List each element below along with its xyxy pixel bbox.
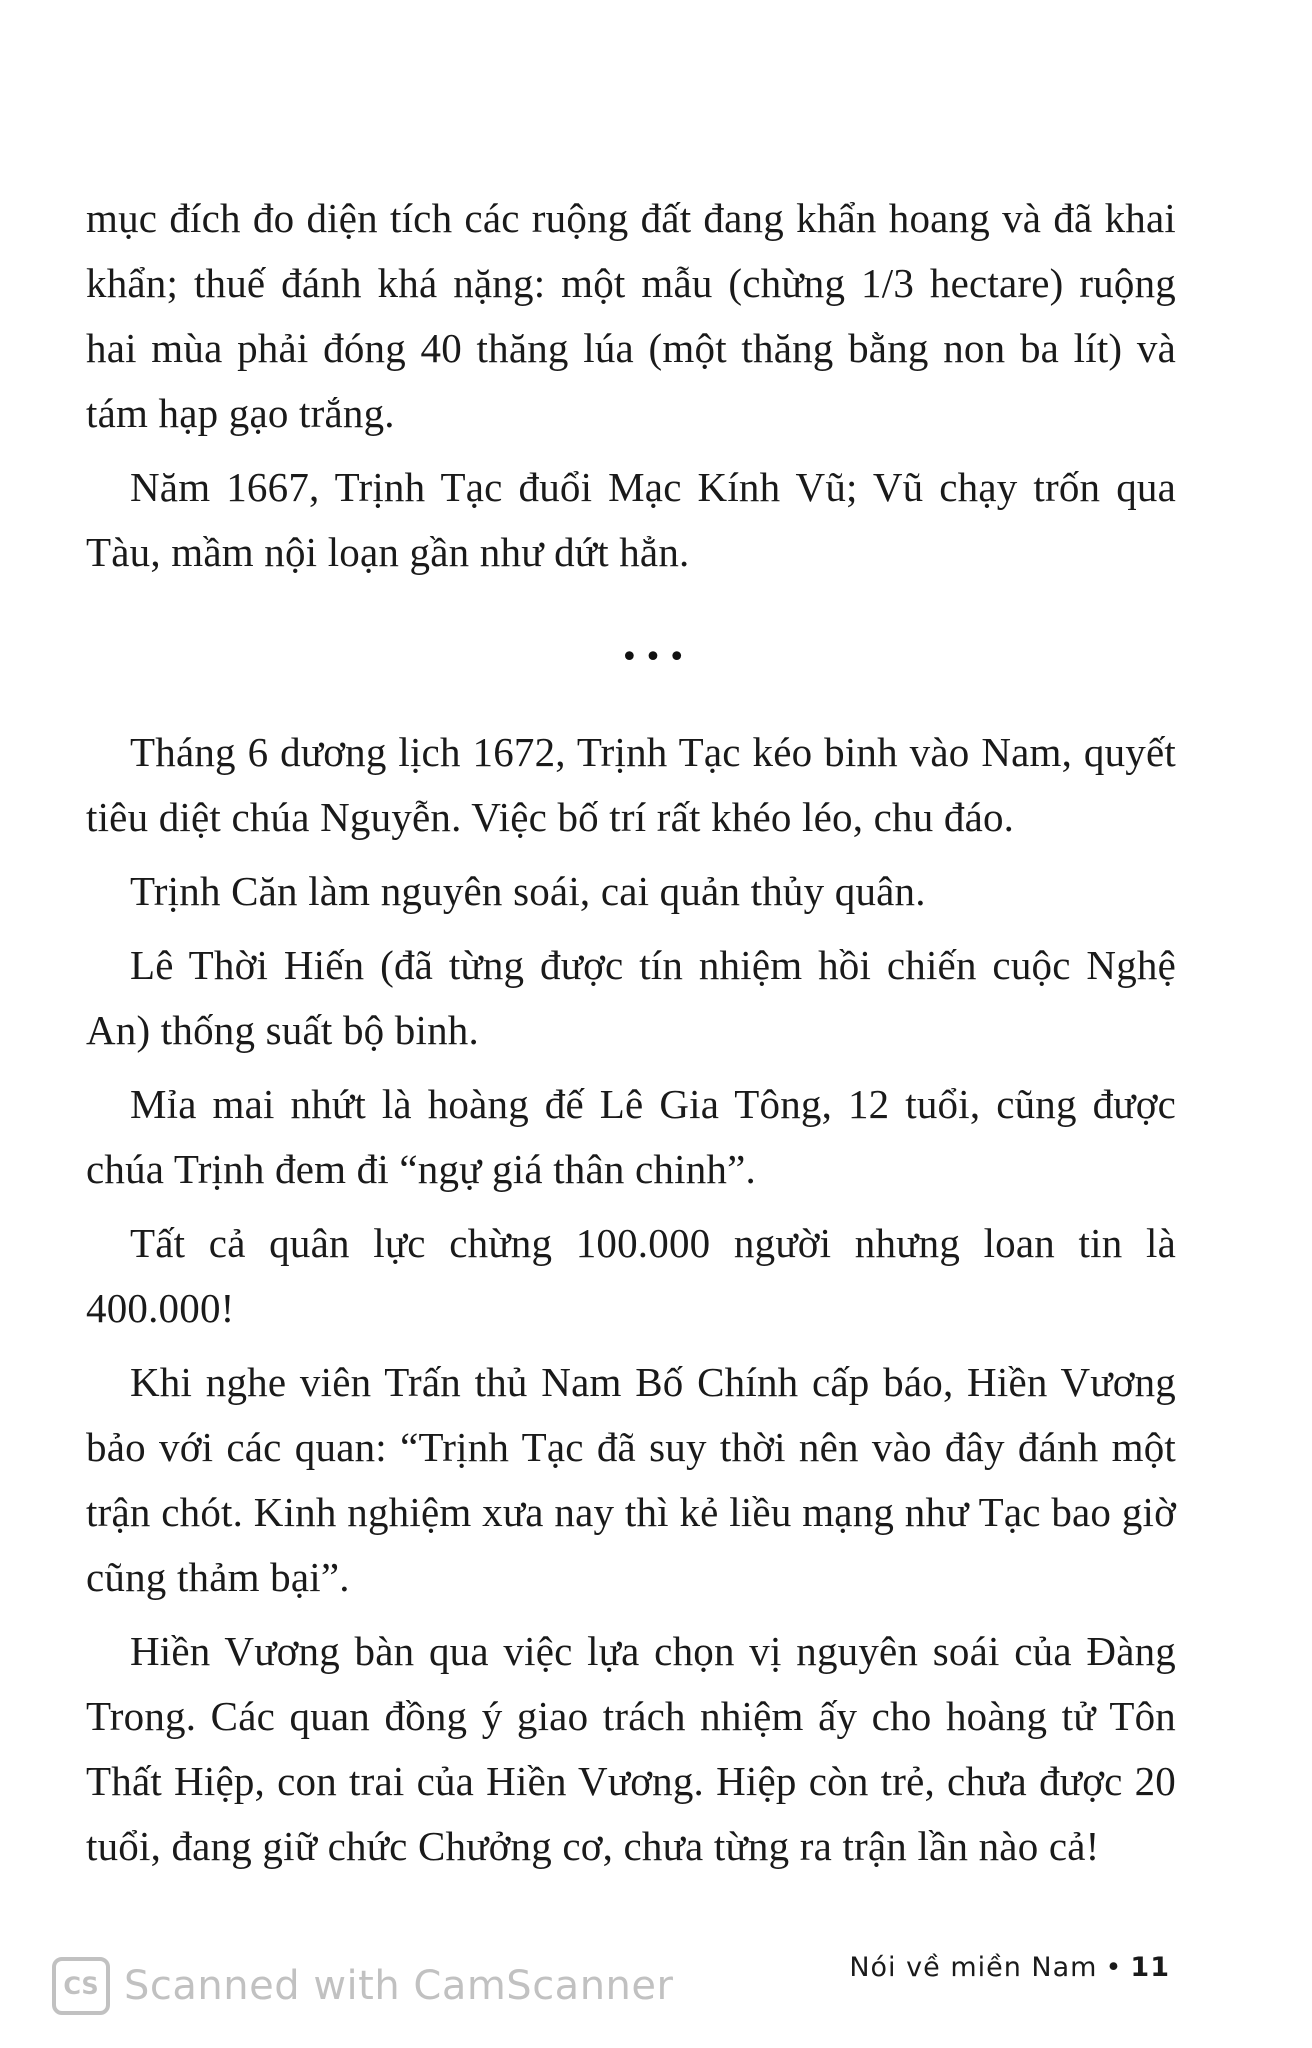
page-number: 11 — [1130, 1952, 1170, 1983]
page-footer — [849, 1952, 1170, 1983]
section-separator: ••• — [620, 640, 692, 675]
top-text-block — [86, 186, 1176, 585]
paragraph: Hiền Vương bàn qua việc lựa chọn vị nguyên soái của Đàng Trong. Các quan đồng ý giao trách nhiệm ấy cho hoàng tử Tôn Thất Hiệp, con trai của Hiền Vương. Hiệp còn trẻ, chưa được 20 tuổi, đang giữ chức Chưởng cơ, chưa từng ra trận lần nào cả! — [86, 1628, 1176, 1869]
paragraph: Trịnh Căn làm nguyên soái, cai quản thủy quân. — [130, 868, 926, 914]
paragraph: Khi nghe viên Trấn thủ Nam Bố Chính cấp báo, Hiền Vương bảo với các quan: “Trịnh Tạc đã suy thời nên vào đây đánh một trận chót. Kinh nghiệm xưa nay thì kẻ liều mạng như Tạc bao giờ cũng thảm bại”. — [86, 1359, 1176, 1600]
camscanner-watermark — [52, 1954, 673, 2018]
watermark-text: Scanned with CamScanner — [124, 1963, 674, 2009]
paragraph-1667: Năm 1667, Trịnh Tạc đuổi Mạc Kính Vũ; Vũ chạy trốn qua Tàu, mầm nội loạn gần như dứt hẳn. — [86, 464, 1176, 575]
paragraph: Tháng 6 dương lịch 1672, Trịnh Tạc kéo binh vào Nam, quyết tiêu diệt chúa Nguyễn. Việc bố trí rất khéo léo, chu đáo. — [86, 729, 1176, 840]
continued-paragraph: mục đích đo diện tích các ruộng đất đang khẩn hoang và đã khai khẩn; thuế đánh khá nặng: một mẫu (chừng 1/3 hectare) ruộng hai mùa phải đóng 40 thăng lúa (một thăng bằng non ba lít) và tám hạp gạo trắng. — [86, 195, 1176, 436]
camscanner-logo-icon: CS — [52, 1957, 110, 2015]
footer-bullet: • — [1105, 1952, 1123, 1983]
main-text-block — [86, 720, 1176, 1879]
paragraph: Tất cả quân lực chừng 100.000 người nhưng loan tin là 400.000! — [86, 1220, 1176, 1331]
paragraph: Lê Thời Hiến (đã từng được tín nhiệm hồi chiến cuộc Nghệ An) thống suất bộ binh. — [86, 942, 1176, 1053]
paragraph: Mỉa mai nhứt là hoàng đế Lê Gia Tông, 12 tuổi, cũng được chúa Trịnh đem đi “ngự giá thân chinh”. — [86, 1081, 1176, 1192]
running-title: Nói về miền Nam — [849, 1952, 1098, 1983]
